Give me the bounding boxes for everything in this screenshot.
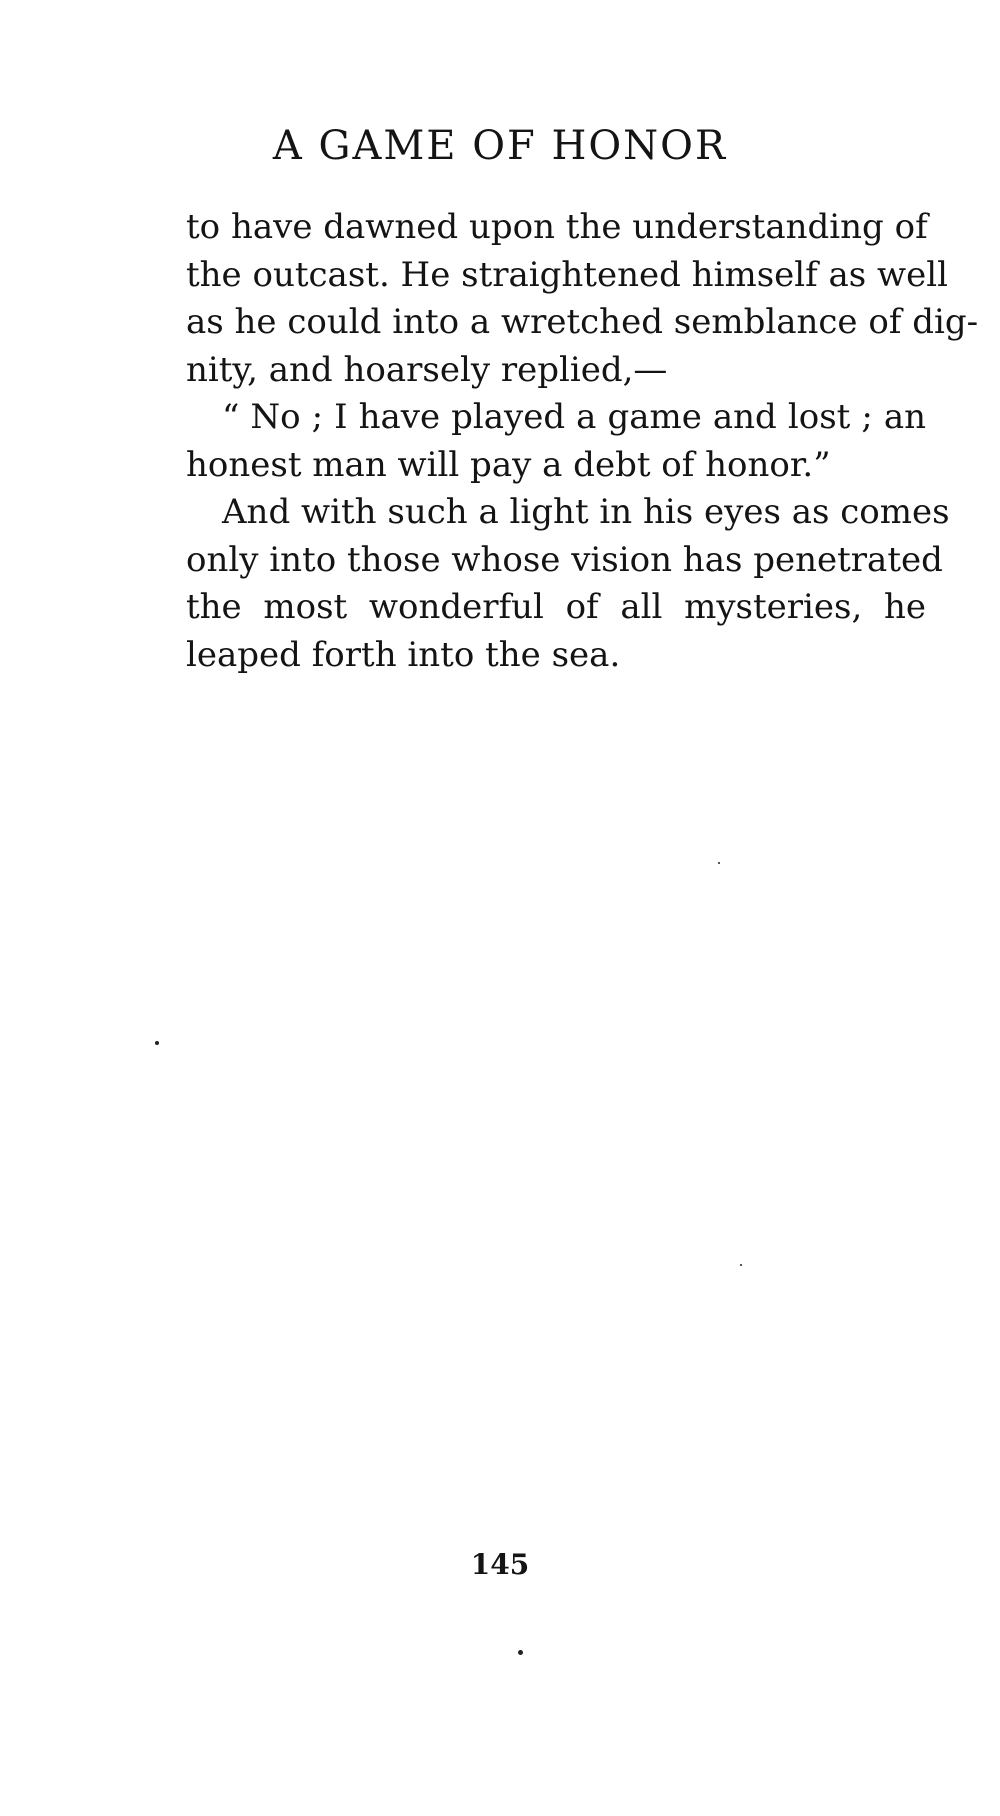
scan-speck (740, 1264, 742, 1266)
scan-speck (518, 1650, 523, 1655)
running-head: A GAME OF HONOR (272, 123, 728, 169)
text-line: to have dawned upon the understanding of (186, 207, 928, 247)
text-line: the outcast. He straightened himself as well (186, 254, 949, 295)
text-line: leaped forth into the sea. (186, 634, 621, 675)
scan-speck (155, 1041, 159, 1045)
paragraph (186, 489, 950, 679)
scan-speck (718, 862, 720, 864)
page-number: 145 (470, 1548, 530, 1581)
text-line: honest man will pay a debt of honor.” (186, 444, 831, 485)
body-text (186, 204, 979, 679)
text-line: And with such a light in his eyes as comes (222, 492, 950, 532)
paragraph (186, 204, 979, 394)
paragraph (186, 394, 926, 489)
text-line: the most wonderful of all mysteries, he (186, 587, 926, 627)
text-line: as he could into a wretched semblance of dig- (186, 302, 979, 342)
text-line: “ No ; I have played a game and lost ; an (222, 397, 926, 437)
text-line: only into those whose vision has penetrated (186, 539, 943, 580)
text-line: nity, and hoarsely replied,— (186, 349, 668, 390)
